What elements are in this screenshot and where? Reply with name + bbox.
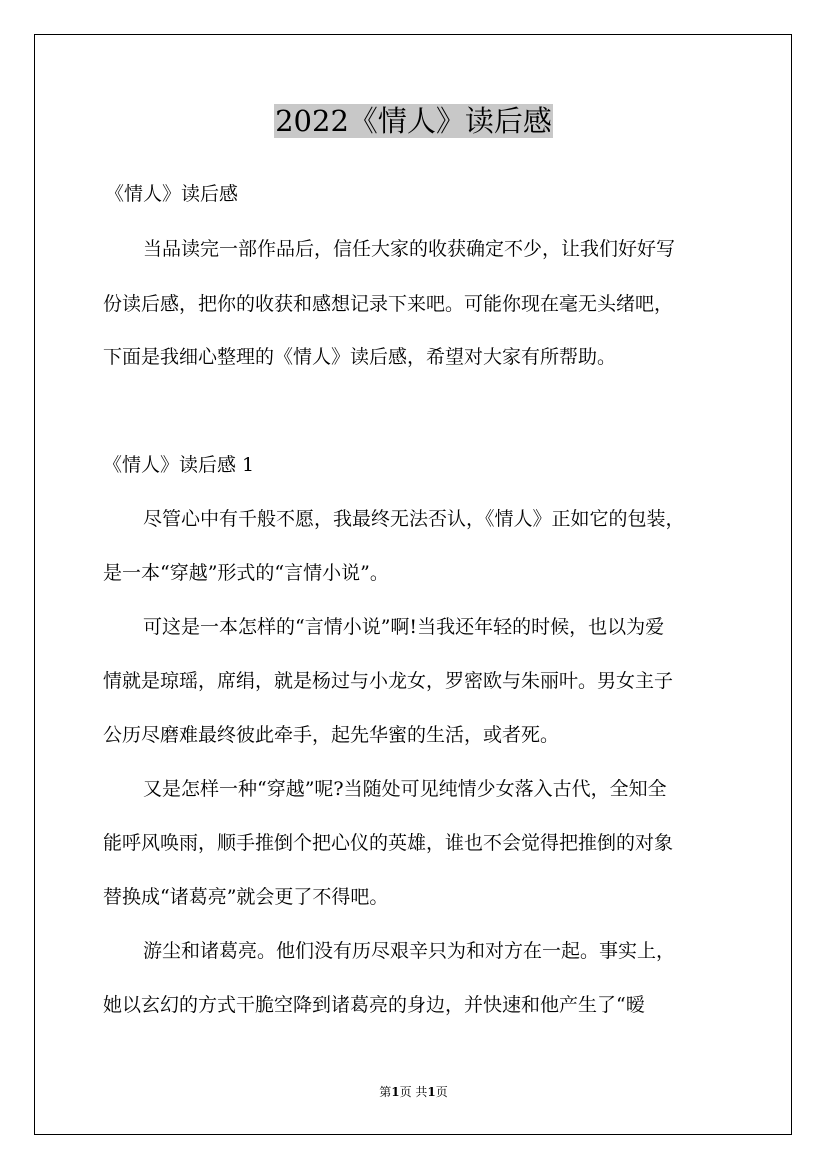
paragraph-line: 可这是一本怎样的“言情小说”啊!当我还年轻的时候，也以为爱 [143, 616, 665, 638]
paragraph-line: 情就是琼瑶，席绢，就是杨过与小龙女，罗密欧与朱丽叶。男女主子 [103, 670, 674, 692]
footer-total-pages: 1 [427, 1085, 436, 1099]
paragraph-line: 又是怎样一种“穿越”呢?当随处可见纯情少女落入古代，全知全 [143, 778, 667, 800]
paragraph-line: 游尘和诸葛亮。他们没有历尽艰辛只为和对方在一起。事实上， [143, 940, 676, 962]
footer-page-prefix: 第 [379, 1085, 392, 1099]
paragraph-line: 当品读完一部作品后，信任大家的收获确定不少，让我们好好写 [143, 238, 676, 260]
paragraph-line: 她以玄幻的方式干脆空降到诸葛亮的身边，并快速和他产生了“暧 [103, 994, 645, 1016]
paragraph-line: 公历尽磨难最终彼此牵手，起先华蜜的生活，或者死。 [103, 724, 560, 746]
paragraph-line: 是一本“穿越”形式的“言情小说”。 [103, 562, 389, 584]
section-heading: 《情人》读后感 1 [103, 454, 255, 476]
paragraph-line: 替换成“诸葛亮”就会更了不得吧。 [103, 886, 389, 908]
paragraph-line: 下面是我细心整理的《情人》读后感，希望对大家有所帮助。 [103, 346, 617, 368]
paragraph-line: 能呼风唤雨，顺手推倒个把心仪的英雄，谁也不会觉得把推倒的对象 [103, 832, 674, 854]
footer-total-suffix: 页 [435, 1085, 448, 1099]
footer-page-number: 1 [391, 1085, 400, 1099]
footer-page-suffix: 页 共 [399, 1085, 428, 1099]
page-footer [0, 1084, 827, 1100]
document-title [0, 101, 827, 141]
document-title-text: 2022《情人》读后感 [275, 104, 552, 138]
section-heading: 《情人》读后感 [105, 183, 239, 205]
paragraph-line: 尽管心中有千般不愿，我最终无法否认，《情人》正如它的包装， [143, 508, 685, 530]
paragraph-line: 份读后感，把你的收获和感想记录下来吧。可能你现在毫无头绪吧， [103, 293, 674, 315]
